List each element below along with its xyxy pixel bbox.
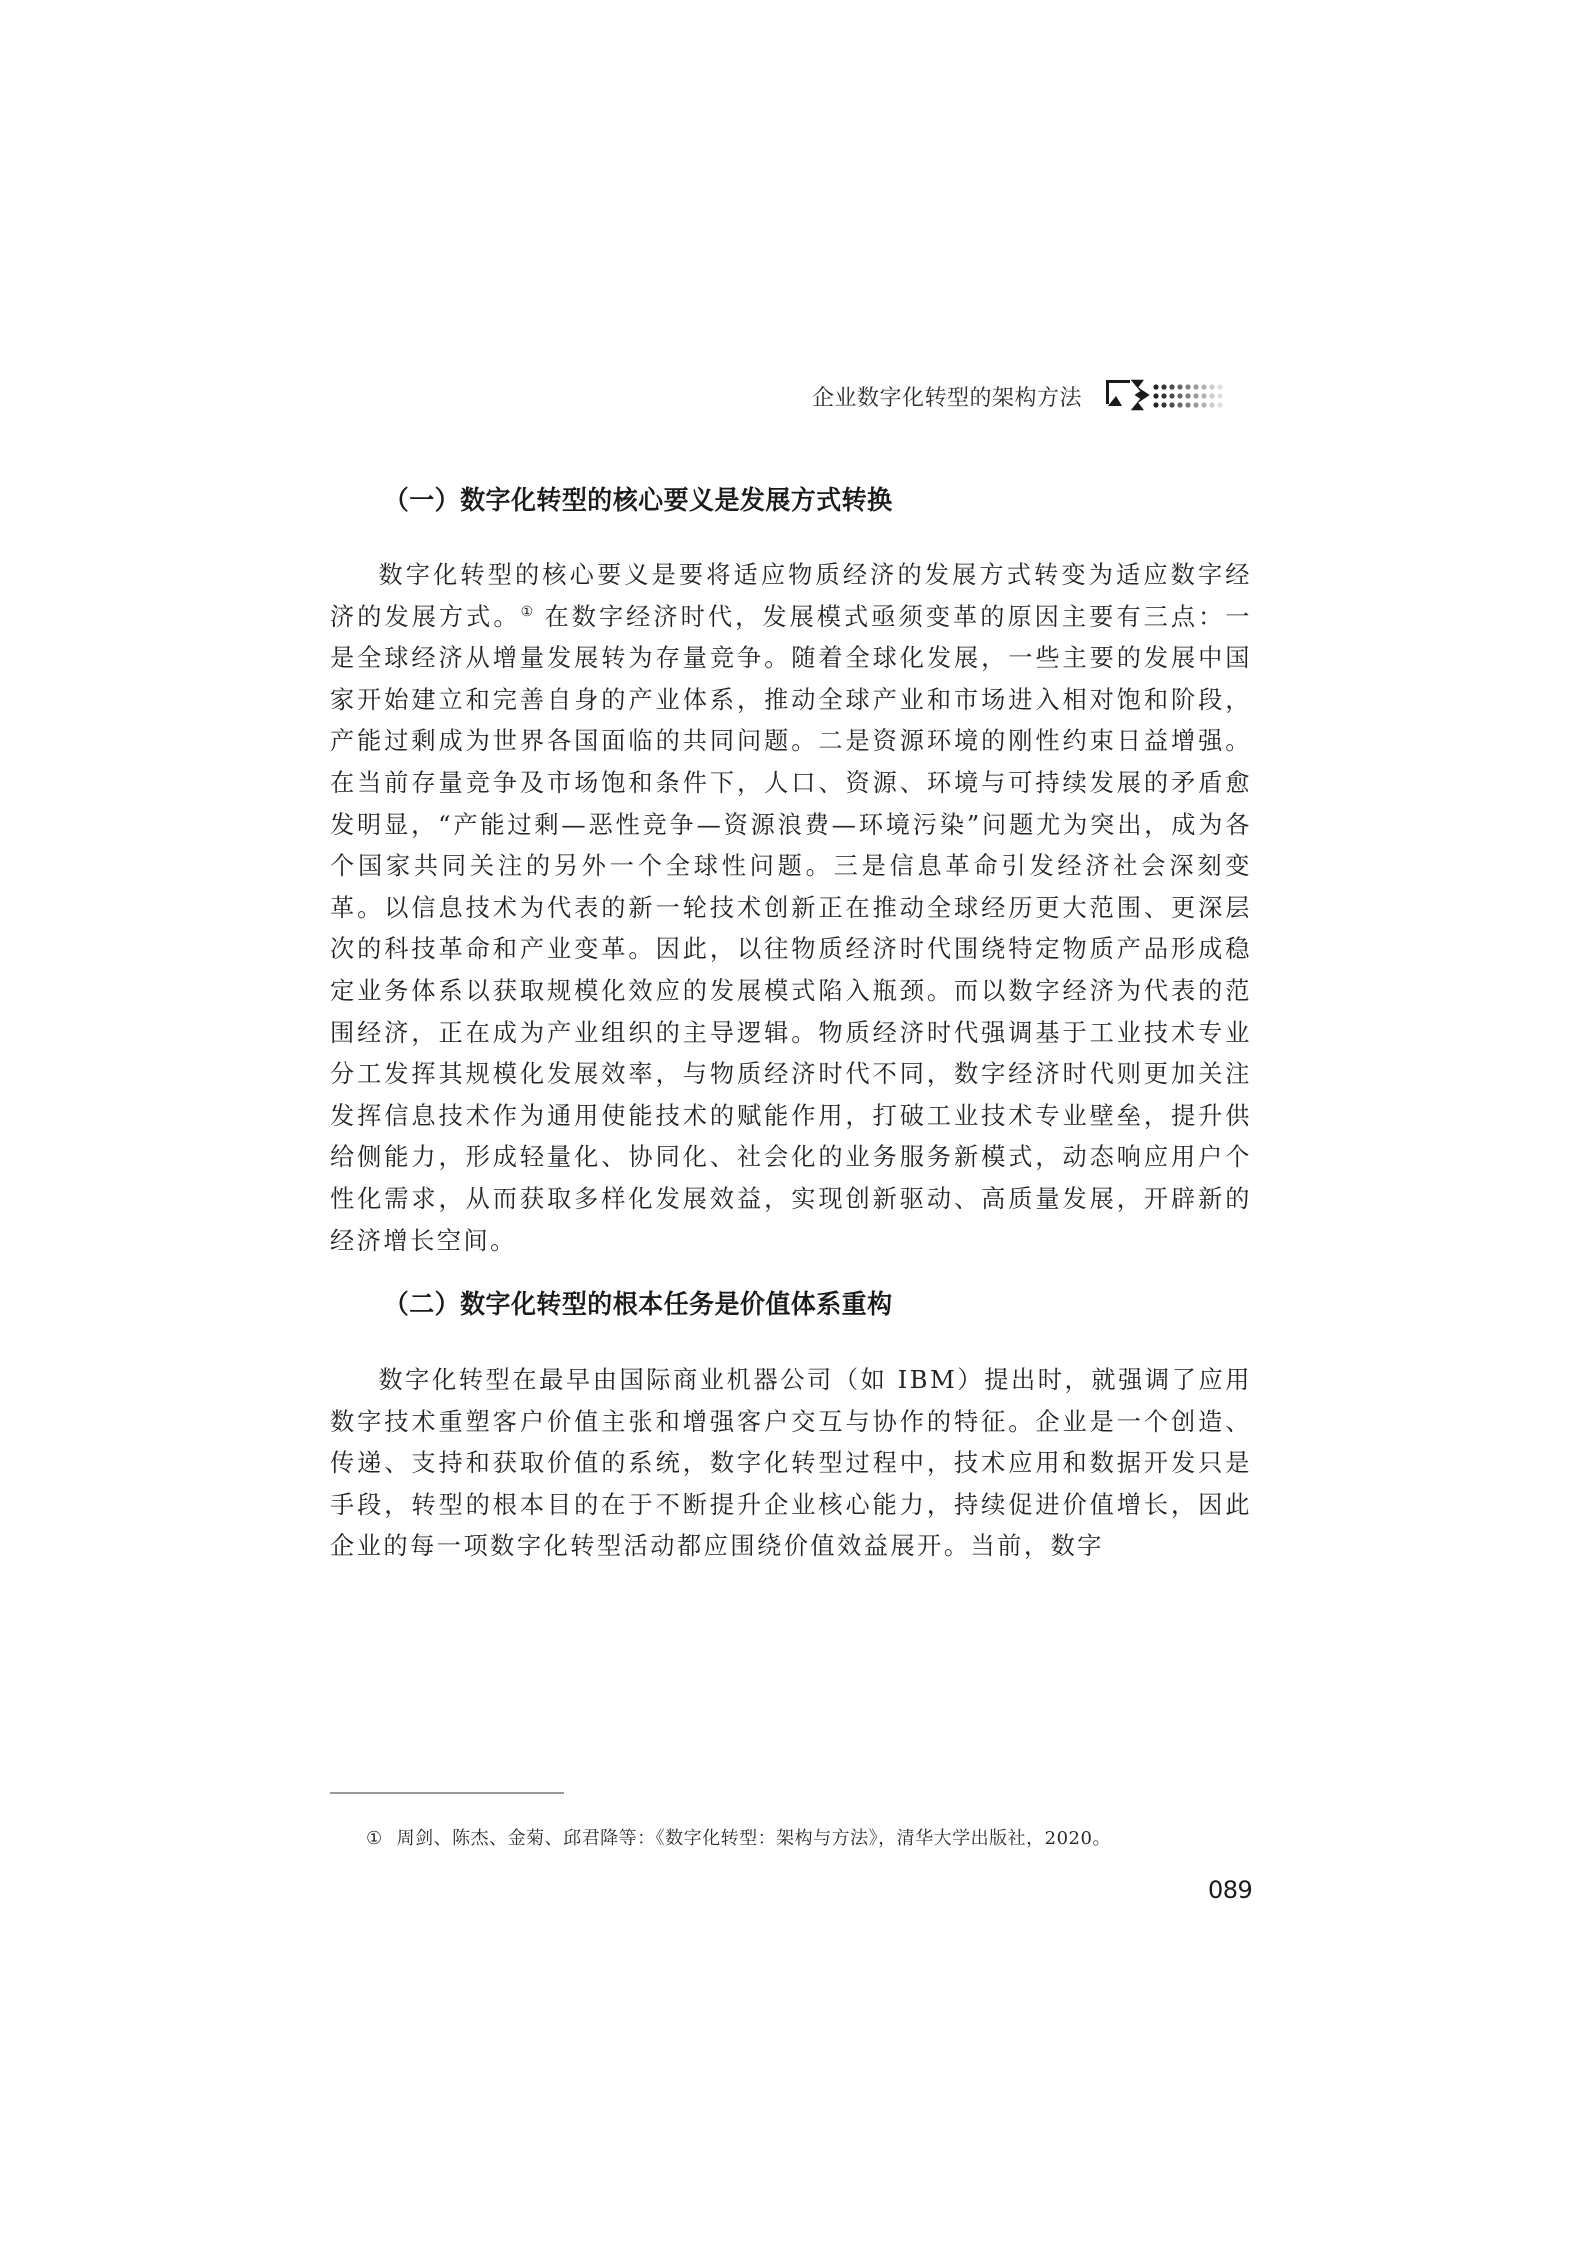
footnote-marker: ① xyxy=(366,1828,383,1849)
section-1-paragraph xyxy=(330,555,1252,1262)
footnote-reference[interactable]: ① xyxy=(520,603,534,620)
page-number: 089 xyxy=(1208,1876,1253,1904)
section-heading-1: （一）数字化转型的核心要义是发展方式转换 xyxy=(383,486,893,516)
running-header-title: 企业数字化转型的架构方法 xyxy=(812,385,1083,411)
paragraph-text-part-1: 数字化转型的核心要义是要将适应物质经济的发展方式转变为适应数字经济的发展方式。 xyxy=(330,561,1252,631)
running-header xyxy=(812,376,1230,416)
footnote xyxy=(366,1826,1111,1852)
paragraph-text-part-2: 在数字经济时代，发展模式亟须变革的原因主要有三点：一是全球经济从增量发展转为存量竞争。随着全球化发展，一些主要的发展中国家开始建立和完善自身的产业体系，推动全球产业和市场进入相对饱和阶段，产能过剩成为世界各国面临的共同问题。二是资源环境的刚性约束日益增强。在当前存量竞争及市场饱和条件下，人口、资源、环境与可持续发展的矛盾愈发明显，“产能过剩—恶性竞争—资源浪费—环境污染”问题尤为突出，成为各个国家共同关注的另外一个全球性问题。三是信息革命引发经济社会深刻变革。以信息技术为代表的新一轮技术创新正在推动全球经历更大范围、更深层次的科技革命和产业变革。因此，以往物质经济时代围绕特定物质产品形成稳定业务体系以获取规模化效应的发展模式陷入瓶颈。而以数字经济为代表的范围经济，正在成为产业组织的主导逻辑。物质经济时代强调基于工业技术专业分工发挥其规模化发展效率，与物质经济时代不同，数字经济时代则更加关注发挥信息技术作为通用使能技术的赋能作用，打破工业技术专业壁垒，提升供给侧能力，形成轻量化、协同化、社会化的业务服务新模式，动态响应用户个性化需求，从而获取多样化发展效益，实现创新驱动、高质量发展，开辟新的经济增长空间。 xyxy=(330,602,1252,1255)
arrow-dots-logo-icon xyxy=(1104,376,1230,416)
section-heading-2: （二）数字化转型的根本任务是价值体系重构 xyxy=(383,1290,893,1321)
section-2-paragraph: 数字化转型在最早由国际商业机器公司（如 IBM）提出时，就强调了应用数字技术重塑客户价值主张和增强客户交互与协作的特征。企业是一个创造、传递、支持和获取价值的系统，数字化转型过程中，技术应用和数据开发只是手段，转型的根本目的在于不断提升企业核心能力，持续促进价值增长，因此企业的每一项数字化转型活动都应围绕价值效益展开。当前，数字 xyxy=(330,1366,1252,1561)
footnote-divider xyxy=(330,1792,564,1794)
page-body xyxy=(330,480,1252,1568)
footnote-text: 周剑、陈杰、金菊、邱君降等：《数字化转型：架构与方法》，清华大学出版社，2020。 xyxy=(396,1828,1111,1849)
